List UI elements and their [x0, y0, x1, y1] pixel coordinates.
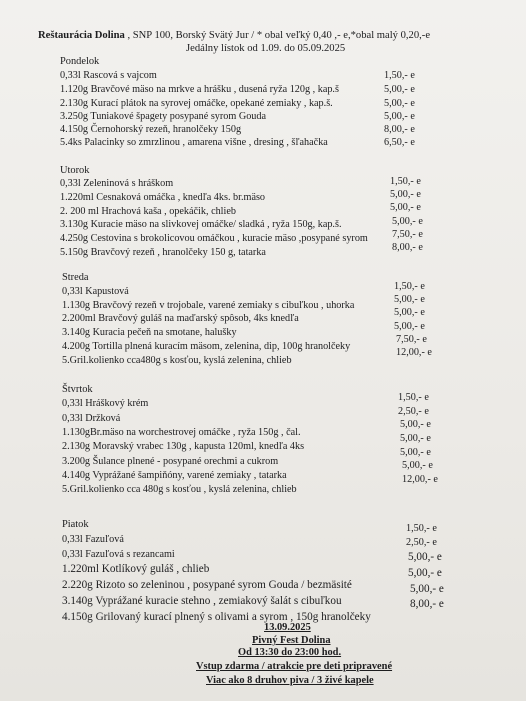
- menu-item: 2.220g Rizoto so zeleninou , posypané syrom Gouda / bezmäsité: [62, 579, 352, 591]
- menu-item: 1.130gBr.mäso na worchestrovej omáčke , ryža 150g , čal.: [62, 427, 301, 438]
- menu-item: 1.220ml Cesnaková omáčka , knedľa 4ks. br.mäso: [60, 192, 266, 203]
- menu-price: 6,50,- e: [384, 137, 415, 148]
- day-heading: Streda: [62, 272, 89, 283]
- menu-item: 1.120g Bravčové mäso na mrkve a hrášku , dusená ryža 120g , kap.š: [60, 84, 339, 95]
- menu-price: 5,00,- e: [390, 202, 421, 213]
- menu-item: 1.130g Bravčový rezeň v trojobale, varené zemiaky s cibuľkou , uhorka: [62, 300, 355, 311]
- event-time: Od 13:30 do 23:00 hod.: [238, 647, 342, 658]
- menu-price: 5,00,- e: [392, 216, 423, 227]
- menu-price: 5,00,- e: [400, 419, 431, 430]
- menu-price: 5,00,- e: [384, 84, 415, 95]
- restaurant-header: [38, 30, 430, 42]
- menu-price: 1,50,- e: [384, 70, 415, 81]
- menu-price: 7,50,- e: [396, 334, 427, 345]
- menu-item: 3.250g Tuniakové špagety posypané syrom Gouda: [60, 111, 266, 122]
- menu-item: 2.130g Kurací plátok na syrovej omáčke, opekané zemiaky , kap.š.: [60, 98, 333, 109]
- menu-price: 8,00,- e: [410, 598, 444, 610]
- menu-item: 0,33l Fazuľová: [62, 534, 124, 545]
- event-title: Pivný Fest Dolina: [252, 635, 331, 646]
- menu-price: 5,00,- e: [402, 460, 433, 471]
- menu-period: Jedálny lístok od 1.09. do 05.09.2025: [186, 43, 346, 54]
- menu-price: 5,00,- e: [394, 294, 425, 305]
- menu-price: 7,50,- e: [392, 229, 423, 240]
- menu-item: 3.140g Kuracia pečeň na smotane, halušky: [62, 327, 237, 338]
- event-date: 13.09.2025: [264, 622, 311, 633]
- menu-item: 3.130g Kuracie mäso na slivkovej omáčke/ sladká , ryža 150g, kap.š.: [60, 219, 342, 230]
- menu-price: 5,00,- e: [408, 551, 442, 563]
- menu-price: 12,00,- e: [402, 474, 438, 485]
- menu-item: 4.150g Grilovaný kurací plnený s olivami a syrom , 150g hranolčeky: [62, 611, 371, 623]
- day-heading: Pondelok: [60, 56, 100, 67]
- menu-price: 12,00,- e: [396, 347, 432, 358]
- menu-item: 2.200ml Bravčový guláš na maďarský spôsob, 4ks knedľa: [62, 313, 299, 324]
- menu-price: 5,00,- e: [400, 447, 431, 458]
- menu-price: 5,00,- e: [400, 433, 431, 444]
- menu-price: 5,00,- e: [394, 321, 425, 332]
- menu-item: 3.140g Vyprážané kuracie stehno , zemiakový šalát s cibuľkou: [62, 595, 342, 607]
- menu-item: 0,33l Fazuľová s rezancami: [62, 549, 175, 560]
- event-more: Viac ako 8 druhov piva / 3 živé kapele: [206, 675, 374, 686]
- menu-item: 5.Gril.kolienko cca 480g s kosťou , kyslá zelenina, chlieb: [62, 484, 297, 495]
- menu-item: 2.130g Moravský vrabec 130g , kapusta 120ml, knedľa 4ks: [62, 441, 305, 452]
- menu-item: 2. 200 ml Hrachová kaša , opekáčik, chlieb: [60, 206, 236, 217]
- restaurant-address: , SNP 100, Borský Svätý Jur / * obal veľký 0,40 ,- e,*obal malý 0,20,-e: [124, 30, 431, 41]
- menu-price: 1,50,- e: [406, 523, 437, 534]
- menu-price: 5,00,- e: [410, 583, 444, 595]
- menu-item: 4.140g Vyprážané šampiňóny, varené zemiaky , tatarka: [62, 470, 287, 481]
- event-entry: Vstup zdarma / atrakcie pre deti pripravené: [196, 661, 393, 672]
- menu-price: 5,00,- e: [390, 189, 421, 200]
- day-heading: Utorok: [60, 165, 90, 176]
- menu-price: 5,00,- e: [394, 307, 425, 318]
- menu-item: 5.150g Bravčový rezeň , hranolčeky 150 g, tatarka: [60, 247, 266, 258]
- menu-price: 1,50,- e: [390, 176, 421, 187]
- menu-item: 0,33l Kapustová: [62, 286, 129, 297]
- menu-item: 4.200g Tortilla plnená kuracím mäsom, zelenina, dip, 100g hranolčeky: [62, 341, 351, 352]
- menu-item: 0,33l Zeleninová s hráškom: [60, 178, 174, 189]
- menu-price: 1,50,- e: [398, 392, 429, 403]
- menu-price: 5,00,- e: [408, 567, 442, 579]
- menu-price: 8,00,- e: [392, 242, 423, 253]
- menu-price: 1,50,- e: [394, 281, 425, 292]
- menu-item: 0,33l Držková: [62, 413, 121, 424]
- menu-item: 1.220ml Kotlíkový guláš , chlieb: [62, 563, 210, 575]
- menu-item: 4.150g Černohorský rezeň, hranolčeky 150g: [60, 124, 242, 135]
- menu-item: 0,33l Rascová s vajcom: [60, 70, 157, 81]
- menu-item: 0,33l Hráškový krém: [62, 398, 149, 409]
- restaurant-name: Reštaurácia Dolina: [38, 30, 125, 41]
- menu-price: 5,00,- e: [384, 98, 415, 109]
- menu-item: 5.Gril.kolienko cca480g s kosťou, kyslá zelenina, chlieb: [62, 355, 292, 366]
- menu-price: 2,50,- e: [398, 406, 429, 417]
- menu-price: 2,50,- e: [406, 537, 437, 548]
- menu-price: 8,00,- e: [384, 124, 415, 135]
- menu-item: 5.4ks Palacinky so zmrzlinou , amarena višne , dresing , šľahačka: [60, 137, 328, 148]
- menu-price: 5,00,- e: [384, 111, 415, 122]
- menu-item: 3.200g Šulance plnené - posypané orechmi a cukrom: [62, 456, 279, 467]
- day-heading: Piatok: [62, 519, 89, 530]
- day-heading: Štvrtok: [62, 384, 93, 395]
- menu-item: 4.250g Cestovina s brokolicovou omáčkou , kuracie mäso ,posypané syrom: [60, 233, 368, 244]
